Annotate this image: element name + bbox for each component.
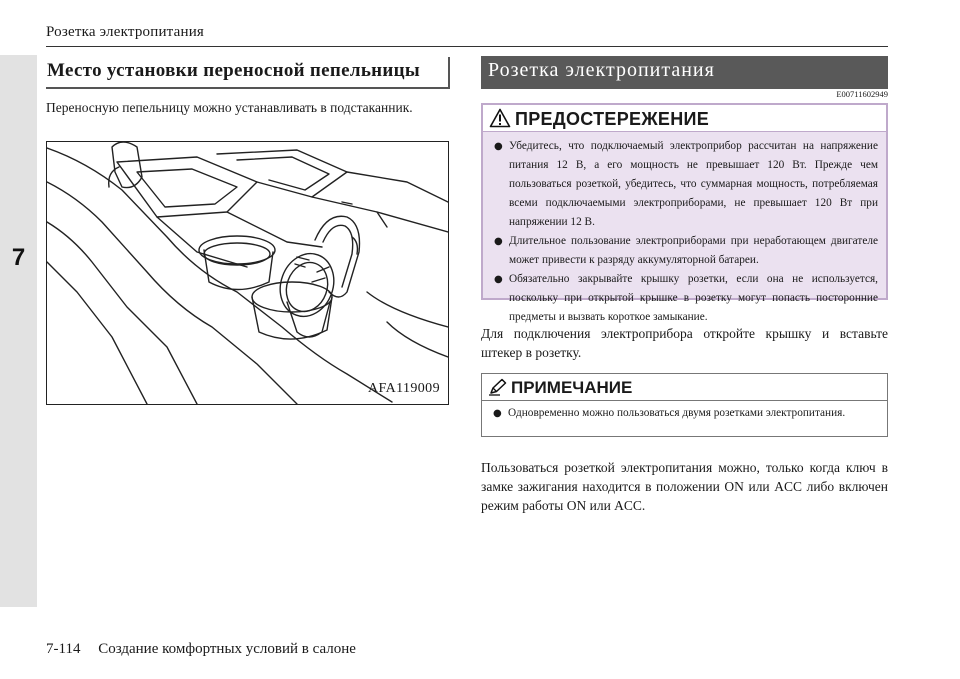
section-heading-ashtray: Место установки переносной пепельницы (46, 57, 449, 89)
page-footer (46, 641, 356, 658)
page-number: 7-114 (46, 641, 81, 657)
chapter-tab: 7 (0, 238, 37, 278)
note-header (482, 374, 887, 401)
warning-triangle-icon (489, 108, 511, 128)
warning-item: ● Обязательно закрывайте крышку розетки, если она не используется, поскольку при открытой крышке в розетку могут попасть посторонние предметы и вызвать короткое замыкание. (509, 270, 878, 327)
note-item: ● Одновременно можно пользоваться двумя розетками электропитания. (508, 405, 879, 422)
warning-title: ПРЕДОСТЕРЕЖЕНИЕ (515, 109, 710, 129)
header-rule (46, 46, 888, 47)
warning-item: ● Длительное пользование электроприборами при неработающем двигателе может привести к разряду аккумуляторной батареи. (509, 232, 878, 270)
warning-item: ● Убедитесь, что подключаемый электроприбор рассчитан на напряжение питания 12 В, а его мощность не превышает 120 Вт. Прежде чем пользоваться розеткой, убедитесь, что суммарная мощность, потребляемая всеми подключаемыми электроприборами, не превышает 120 Вт при напряжении 12 В. (509, 137, 878, 232)
section-heading-power-outlet: Розетка электропитания (481, 56, 888, 89)
ashtray-intro-text: Переносную пепельницу можно устанавливать в подстаканник. (46, 100, 413, 115)
outlet-usage-condition-text: Пользоваться розеткой электропитания можно, только когда ключ в замке зажигания находится в положении ON или ACC либо включен режим работы ON или ACC. (481, 460, 888, 513)
note-body (482, 402, 887, 422)
running-title: Розетка электропитания (46, 24, 205, 40)
note-title: ПРИМЕЧАНИЕ (511, 378, 633, 397)
document-code: E00711602949 (836, 89, 888, 99)
note-box (481, 373, 888, 437)
footer-section-title: Создание комфортных условий в салоне (98, 641, 356, 657)
ashtray-illustration (46, 141, 449, 405)
figure-code: AFA119009 (367, 381, 440, 396)
warning-body (481, 132, 888, 323)
outlet-instruction-text: Для подключения электроприбора откройте крышку и вставьте штекер в розетку. (481, 326, 888, 360)
note-pencil-icon (488, 378, 508, 396)
warning-header (481, 103, 888, 132)
cupholder-ashtray-drawing (47, 142, 448, 404)
warning-box (481, 103, 888, 323)
side-margin-strip (0, 55, 37, 607)
